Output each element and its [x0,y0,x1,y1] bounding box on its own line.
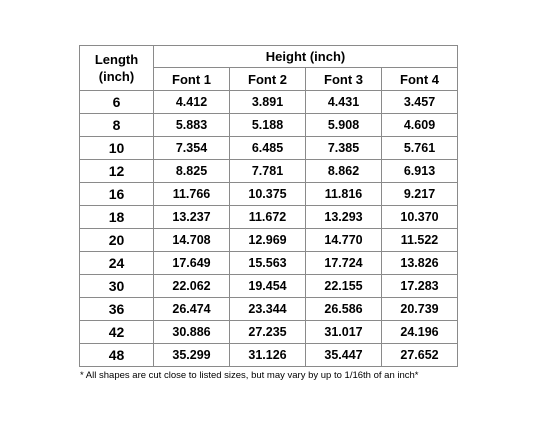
font-1-header: Font 1 [154,68,230,91]
height-cell-font-1: 7.354 [154,137,230,160]
length-cell: 48 [80,344,154,367]
height-cell-font-2: 5.188 [230,114,306,137]
table-row [80,206,458,229]
length-cell: 10 [80,137,154,160]
height-cell-font-1: 30.886 [154,321,230,344]
table-row [80,160,458,183]
height-cell-font-1: 14.708 [154,229,230,252]
length-cell: 16 [80,183,154,206]
table-row [80,252,458,275]
footnote: * All shapes are cut close to listed sizes, but may vary by up to 1/16th of an inch* [80,370,419,381]
header-row-top [80,46,458,68]
length-header [80,46,154,91]
height-cell-font-3: 31.017 [306,321,382,344]
length-cell: 8 [80,114,154,137]
length-cell: 30 [80,275,154,298]
length-header-label: Length [94,52,139,67]
table-row [80,229,458,252]
height-cell-font-3: 14.770 [306,229,382,252]
height-header: Height (inch) [154,46,458,68]
length-cell: 12 [80,160,154,183]
height-cell-font-1: 8.825 [154,160,230,183]
height-cell-font-3: 22.155 [306,275,382,298]
height-cell-font-3: 11.816 [306,183,382,206]
height-cell-font-2: 6.485 [230,137,306,160]
table-row [80,91,458,114]
height-cell-font-2: 15.563 [230,252,306,275]
font-4-header: Font 4 [382,68,458,91]
length-cell: 20 [80,229,154,252]
height-cell-font-1: 11.766 [154,183,230,206]
height-cell-font-1: 13.237 [154,206,230,229]
font-3-header: Font 3 [306,68,382,91]
height-cell-font-1: 26.474 [154,298,230,321]
height-cell-font-1: 17.649 [154,252,230,275]
length-cell: 6 [80,91,154,114]
length-cell: 24 [80,252,154,275]
table-row [80,321,458,344]
height-cell-font-3: 4.431 [306,91,382,114]
height-cell-font-4: 9.217 [382,183,458,206]
table-body [80,46,458,367]
height-cell-font-3: 8.862 [306,160,382,183]
height-cell-font-3: 26.586 [306,298,382,321]
length-cell: 18 [80,206,154,229]
length-cell: 42 [80,321,154,344]
height-cell-font-2: 10.375 [230,183,306,206]
height-cell-font-1: 5.883 [154,114,230,137]
height-cell-font-1: 22.062 [154,275,230,298]
table-row [80,114,458,137]
height-cell-font-1: 35.299 [154,344,230,367]
table-row [80,298,458,321]
height-cell-font-3: 35.447 [306,344,382,367]
table-row [80,183,458,206]
height-cell-font-3: 7.385 [306,137,382,160]
height-cell-font-4: 3.457 [382,91,458,114]
height-cell-font-4: 10.370 [382,206,458,229]
font-2-header: Font 2 [230,68,306,91]
height-cell-font-2: 7.781 [230,160,306,183]
height-cell-font-4: 24.196 [382,321,458,344]
height-cell-font-2: 23.344 [230,298,306,321]
height-cell-font-4: 20.739 [382,298,458,321]
height-cell-font-3: 5.908 [306,114,382,137]
table-row [80,137,458,160]
height-cell-font-4: 5.761 [382,137,458,160]
size-chart-table [79,45,458,367]
length-header-unit: (inch) [98,69,135,84]
height-cell-font-2: 11.672 [230,206,306,229]
height-cell-font-2: 27.235 [230,321,306,344]
height-cell-font-1: 4.412 [154,91,230,114]
height-cell-font-2: 31.126 [230,344,306,367]
height-cell-font-4: 17.283 [382,275,458,298]
table-row [80,275,458,298]
height-cell-font-4: 13.826 [382,252,458,275]
height-cell-font-4: 11.522 [382,229,458,252]
height-cell-font-2: 3.891 [230,91,306,114]
height-cell-font-2: 19.454 [230,275,306,298]
height-cell-font-2: 12.969 [230,229,306,252]
height-cell-font-4: 6.913 [382,160,458,183]
length-cell: 36 [80,298,154,321]
height-cell-font-4: 27.652 [382,344,458,367]
height-cell-font-4: 4.609 [382,114,458,137]
table-row [80,344,458,367]
height-cell-font-3: 13.293 [306,206,382,229]
height-cell-font-3: 17.724 [306,252,382,275]
